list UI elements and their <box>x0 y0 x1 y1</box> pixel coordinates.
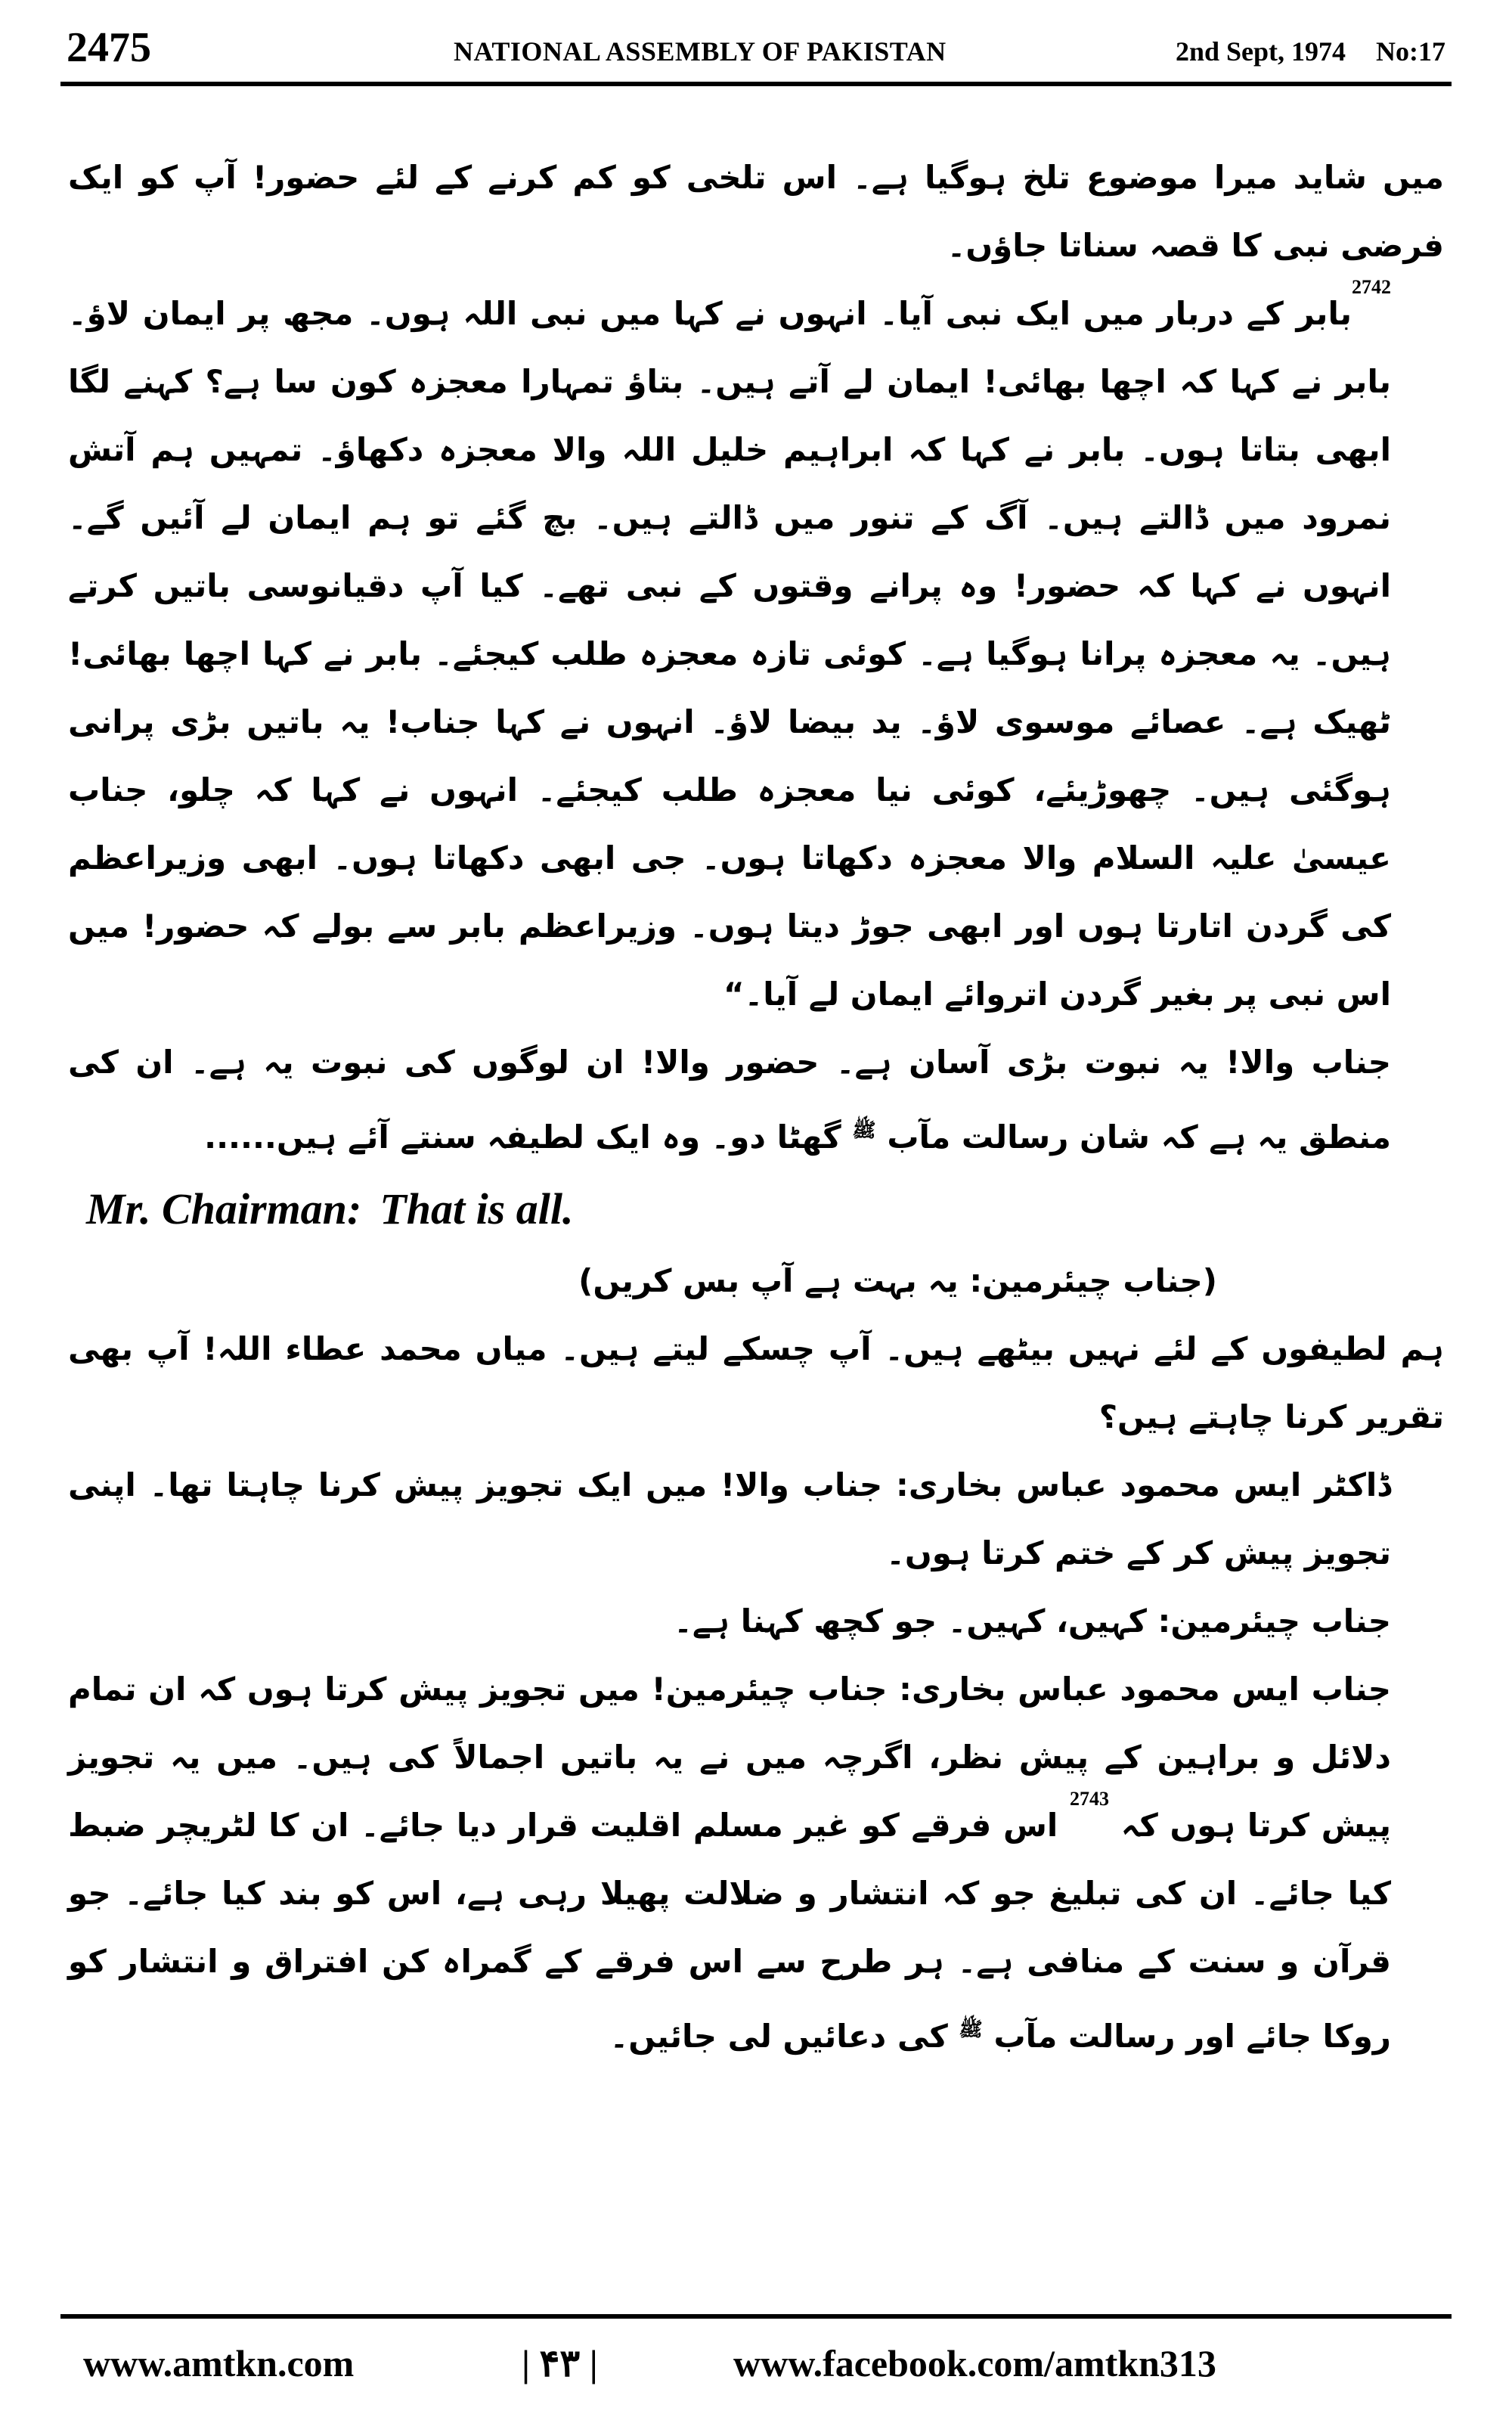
paragraph-8 <box>68 1655 1444 2071</box>
paragraph-2 <box>68 276 1444 1028</box>
footer-rule <box>60 2314 1452 2319</box>
footer-facebook-link[interactable]: www.facebook.com/amtkn313 <box>733 2342 1216 2384</box>
salutation-mark-2: ﷺ <box>959 2018 983 2041</box>
document-body <box>68 144 1444 2276</box>
salutation-mark: ﷺ <box>852 1119 876 1142</box>
paragraph-8-text-b: اس فرقے کو غیر مسلم اقلیت قرار دیا جائے۔ ان کا لٹریچر ضبط کیا جائے۔ ان کی تبلیغ جو کہ انتشار و ضلالت پھیلا رہی ہے، اس کو بند کیا جائے۔ جو قرآن و سنت کے منافی ہے۔ ہر طرح سے اس فرقے کے گمراہ کن افتراق و انتشار کو روکا جائے اور رسالت مآب <box>68 1807 1391 2055</box>
chairman-text: That is all. <box>380 1184 574 1233</box>
header-date: 2nd Sept, 1974 <box>1175 36 1346 67</box>
header-title: NATIONAL ASSEMBLY OF PAKISTAN <box>454 36 947 67</box>
footer-page-label: | ۴۳ | <box>522 2342 598 2384</box>
paragraph-8-text-a: جناب ایس محمود عباس بخاری: جناب چیئرمین! میں تجویز پیش کرتا ہوں کہ ان تمام دلائل و براہین کے پیش نظر، اگرچہ میں نے یہ باتیں اجمالاً کی ہیں۔ میں یہ تجویز پیش کرتا ہوں کہ <box>68 1671 1392 1844</box>
paragraph-3-text-b: گھٹا دو۔ وہ ایک لطیفہ سنتے آئے ہیں...... <box>204 1118 841 1156</box>
page-header <box>45 21 1467 74</box>
paragraph-3 <box>68 1028 1444 1171</box>
paragraph-3-text-a: جناب والا! یہ نبوت بڑی آسان ہے۔ حضور والا! ان لوگوں کی نبوت یہ ہے۔ ان کی منطق یہ ہے کہ شان رسالت مآب <box>68 1044 1391 1156</box>
page-footer <box>0 2329 1512 2397</box>
footnote-marker-2742: 2742 <box>1352 276 1391 298</box>
paragraph-6: ڈاکٹر ایس محمود عباس بخاری: جناب والا! میں ایک تجویز پیش کرنا چاہتا تھا۔ اپنی تجویز پیش کر کے ختم کرتا ہوں۔ <box>68 1466 1391 1571</box>
page-number: 2475 <box>67 24 151 71</box>
paragraph-7: جناب چیئرمین: کہیں، کہیں۔ جو کچھ کہنا ہے۔ <box>674 1602 1391 1640</box>
chairman-speaker: Mr. Chairman: <box>86 1184 362 1233</box>
header-date-issue <box>1145 29 1445 74</box>
footnote-marker-2743: 2743 <box>1070 1788 1110 1810</box>
paragraph-2-text: بابر کے دربار میں ایک نبی آیا۔ انہوں نے کہا میں نبی اللہ ہوں۔ مجھ پر ایمان لاؤ۔ بابر نے کہا کہ اچھا بھائی! ایمان لے آتے ہیں۔ بتاؤ تمہارا معجزہ کون سا ہے؟ کہنے لگا ابھی بتاتا ہوں۔ بابر نے کہا کہ ابراہیم خلیل اللہ والا معجزہ دکھاؤ۔ تمہیں ہم آتش نمرود میں ڈالتے ہیں۔ آگ کے تنور میں ڈالتے ہیں۔ بچ گئے تو ہم ایمان لے آئیں گے۔ انہوں نے کہا کہ حضور! وہ پرانے وقتوں کے نبی تھے۔ کیا آپ دقیانوسی باتیں کرتے ہیں۔ یہ معجزہ پرانا ہوگیا ہے۔ کوئی تازہ معجزہ طلب کیجئے۔ بابر نے کہا اچھا بھائی! ٹھیک ہے۔ عصائے موسوی لاؤ۔ ید بیضا لاؤ۔ انہوں نے کہا جناب! یہ باتیں بڑی پرانی ہوگئی ہیں۔ چھوڑیئے، کوئی نیا معجزہ طلب کیجئے۔ انہوں نے کہا کہ چلو، جناب عیسیٰ علیہ السلام والا معجزہ دکھاتا ہوں۔ جی ابھی دکھاتا ہوں۔ ابھی وزیراعظم کی گردن اتارتا ہوں اور ابھی جوڑ دیتا ہوں۔ وزیراعظم بابر سے بولے کہ حضور! میں اس نبی پر بغیر گردن اتروائے ایمان لے آیا۔“ <box>68 295 1391 1013</box>
chairman-remark <box>68 1171 1444 1247</box>
paragraph-5: ہم لطیفوں کے لئے نہیں بیٹھے ہیں۔ آپ چسکے لیتے ہیں۔ میاں محمد عطاء اللہ! آپ بھی تقریر کرنا چاہتے ہیں؟ <box>68 1330 1444 1435</box>
footer-website-link[interactable]: www.amtkn.com <box>83 2342 355 2384</box>
header-rule <box>60 82 1452 86</box>
header-issue: No:17 <box>1376 36 1445 67</box>
paragraph-8-text-c: کی دعائیں لی جائیں۔ <box>609 2018 948 2055</box>
paragraph-4: (جناب چیئرمین: یہ بہت ہے آپ بس کریں) <box>578 1262 1217 1299</box>
paragraph-1: میں شاید میرا موضوع تلخ ہوگیا ہے۔ اس تلخی کو کم کرنے کے لئے حضور! آپ کو ایک فرضی نبی کا قصہ سناتا جاؤں۔ <box>68 159 1444 264</box>
